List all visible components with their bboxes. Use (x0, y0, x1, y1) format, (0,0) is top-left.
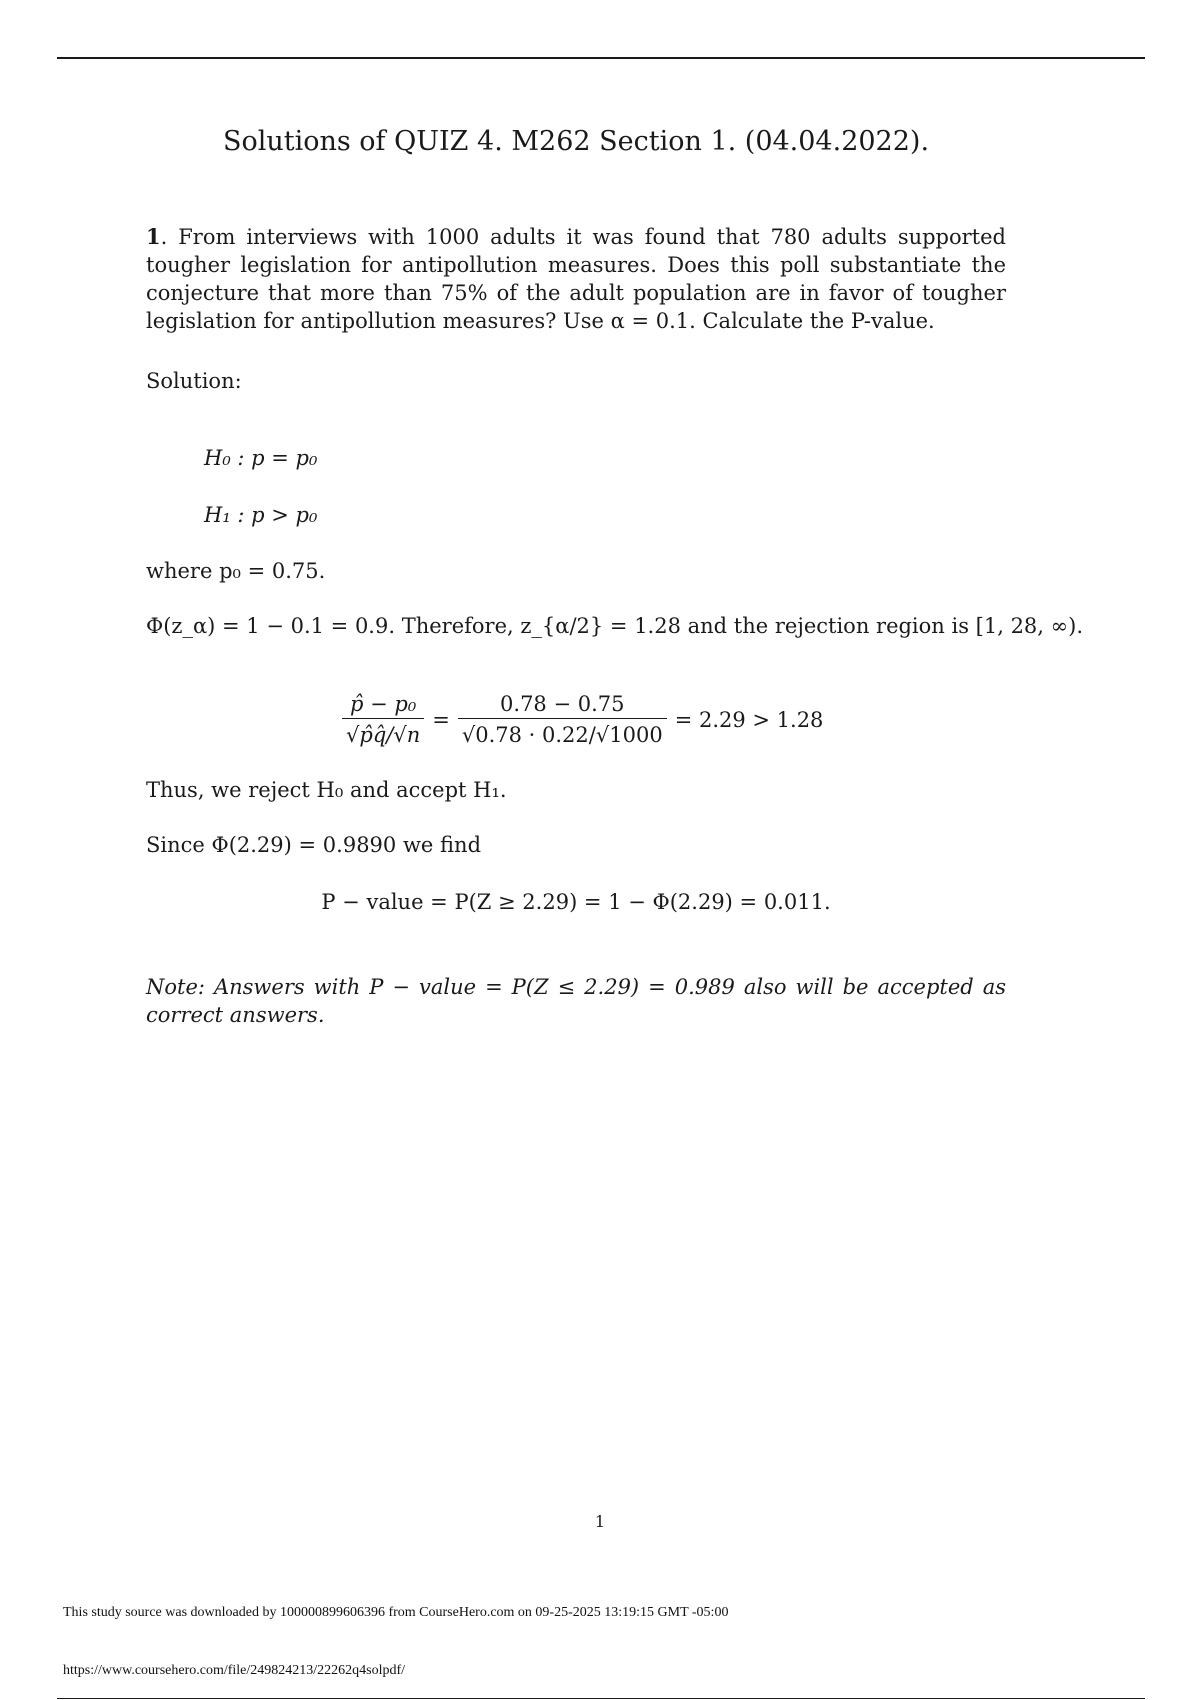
conclusion-line: Thus, we reject H₀ and accept H₁. (146, 778, 507, 802)
document-title: Solutions of QUIZ 4. M262 Section 1. (04.04.2022). (222, 126, 930, 157)
top-rule (57, 57, 1145, 59)
problem-number: 1 (146, 224, 161, 249)
page-number: 1 (594, 1512, 606, 1531)
null-hypothesis: H₀ : p = p₀ (204, 446, 318, 470)
fraction-symbolic-denominator: √p̂q̂/√n (342, 718, 424, 749)
alt-hypothesis: H₁ : p > p₀ (204, 503, 318, 527)
solution-label: Solution: (146, 369, 242, 393)
test-statistic-equation (334, 690, 823, 749)
note-text: Note: Answers with P − value = P(Z ≤ 2.29) = 0.989 also will be accepted as correct answers. (146, 975, 1006, 1027)
problem-text: . From interviews with 1000 adults it was found that 780 adults supported tougher legislation for antipollution measures. Does this poll substantiate the conjecture that more than 75% of the adult population are in favor of tougher legislation for antipollution measures? Use α = 0.1. Calculate the P-value. (146, 225, 1006, 333)
fraction-symbolic-numerator: p̂ − p₀ (349, 692, 417, 716)
phi-line: Φ(z_α) = 1 − 0.1 = 0.9. Therefore, z_{α/2} = 1.28 and the rejection region is [1, 28, ∞). (146, 614, 1084, 638)
fraction-numeric-denominator: √0.78 · 0.22/√1000 (458, 718, 667, 749)
download-notice: This study source was downloaded by 100000899606396 from CourseHero.com on 09-25-2025 13:19:15 GMT -05:00 (63, 1605, 729, 1620)
statistic-result: = 2.29 > 1.28 (674, 707, 824, 732)
fraction-symbolic (342, 690, 424, 749)
p-value-equation: P − value = P(Z ≥ 2.29) = 1 − Φ(2.29) = 0.011. (321, 890, 831, 914)
source-url[interactable]: https://www.coursehero.com/file/249824213/22262q4solpdf/ (63, 1663, 406, 1678)
fraction-numeric-numerator: 0.78 − 0.75 (500, 692, 625, 716)
where-line: where p₀ = 0.75. (146, 559, 326, 583)
bottom-rule (57, 1698, 1145, 1699)
problem-statement (146, 223, 1006, 335)
equals-sign: = (432, 707, 450, 732)
fraction-numeric (458, 690, 667, 749)
since-line: Since Φ(2.29) = 0.9890 we find (146, 833, 482, 857)
